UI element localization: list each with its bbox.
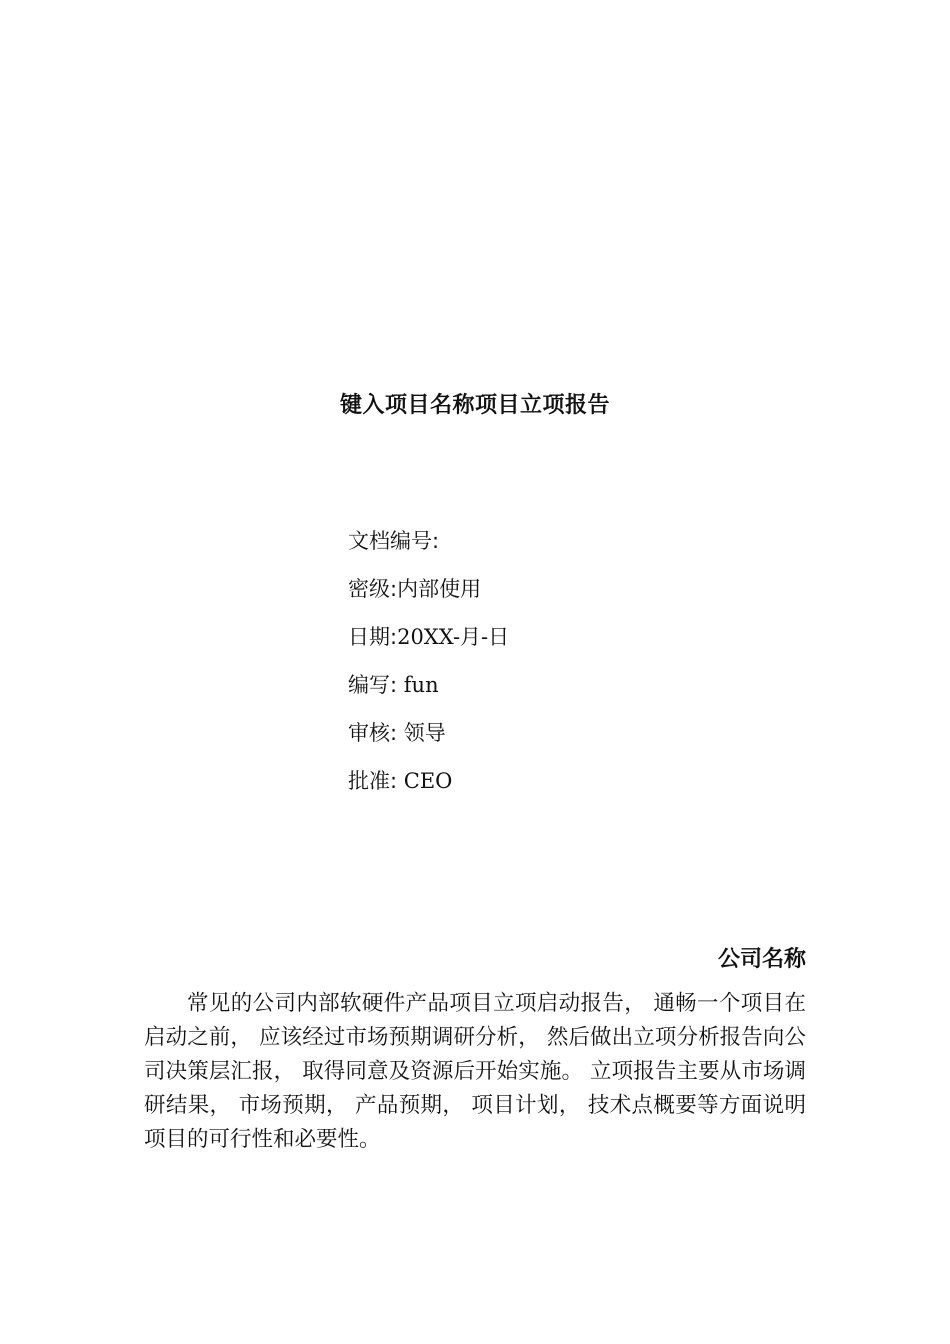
- summary-paragraph: 常见的公司内部软硬件产品项目立项启动报告， 通畅一个项目在启动之前， 应该经过市场预期调研分析， 然后做出立项分析报告向公司决策层汇报， 取得同意及资源后开始实施。 立项报告主要从市场调研结果， 市场预期， 产品预期， 项目计划， 技术点概要等方面说明项目的可行性和必要性。: [144, 991, 806, 1152]
- document-meta: [348, 525, 748, 813]
- meta-security-level-label: 密级:: [348, 577, 398, 601]
- meta-date-value: 20XX-月-日: [397, 625, 510, 649]
- company-name: 公司名称: [717, 947, 806, 972]
- meta-doc-number: [348, 525, 748, 573]
- meta-author: [348, 669, 748, 717]
- document-title: 键入项目名称项目立项报告: [339, 393, 610, 418]
- meta-author-value: fun: [403, 673, 439, 697]
- meta-reviewer: [348, 717, 748, 765]
- meta-author-label: 编写:: [348, 673, 404, 697]
- meta-doc-number-label: 文档编号:: [348, 529, 440, 553]
- meta-reviewer-label: 审核:: [348, 721, 404, 745]
- meta-approver: [348, 765, 748, 813]
- meta-reviewer-value: 领导: [403, 721, 446, 745]
- meta-approver-value: CEO: [403, 769, 453, 793]
- meta-approver-label: 批准:: [348, 769, 404, 793]
- meta-security-level: [348, 573, 748, 621]
- meta-security-level-value: 内部使用: [397, 577, 482, 601]
- meta-date: [348, 621, 748, 669]
- meta-date-label: 日期:: [348, 625, 398, 649]
